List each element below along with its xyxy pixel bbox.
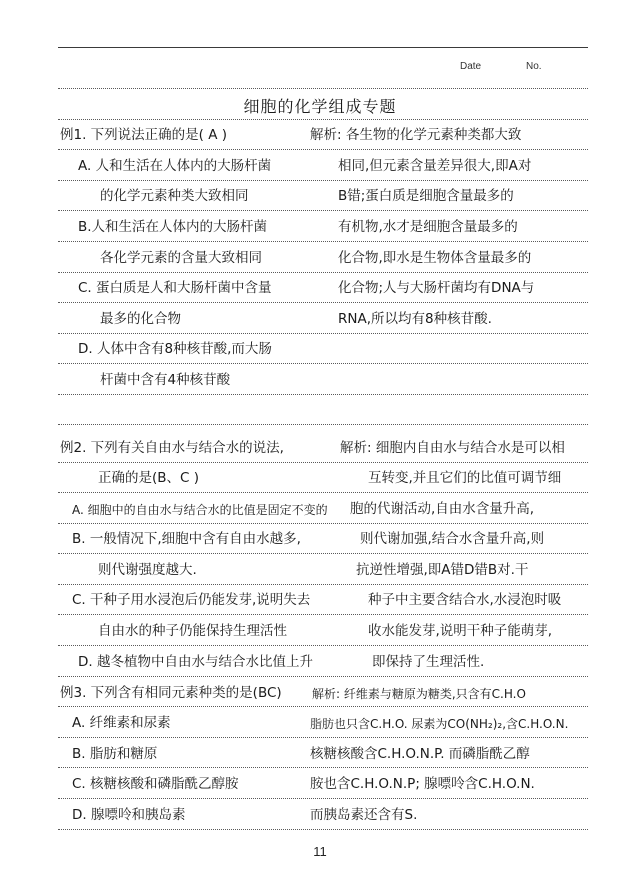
ruled-line bbox=[58, 272, 588, 273]
example2-option: C. 干种子用水浸泡后仍能发芽,说明失去 bbox=[72, 592, 311, 608]
example1-option: 最多的化合物 bbox=[100, 311, 181, 327]
example2-analysis-line: 解析: 细胞内自由水与结合水是可以相 bbox=[340, 440, 565, 456]
ruled-line bbox=[58, 424, 588, 425]
example1-analysis-line: 解析: 各生物的化学元素种类都大致 bbox=[310, 127, 522, 143]
example1-option: C. 蛋白质是人和大肠杆菌中含量 bbox=[78, 280, 272, 296]
page-number: 11 bbox=[313, 844, 327, 859]
example3-analysis-line: 解析: 纤维素与糖原为糖类,只含有C.H.O bbox=[312, 687, 526, 701]
ruled-line bbox=[58, 492, 588, 493]
example1-question: 例1. 下列说法正确的是( A ) bbox=[60, 127, 228, 143]
date-label: Date bbox=[460, 61, 482, 72]
example2-option: 自由水的种子仍能保持生理活性 bbox=[98, 623, 287, 639]
example1-analysis-line: 相同,但元素含量差异很大,即A对 bbox=[338, 158, 532, 174]
example1-analysis-line: 有机物,水才是细胞含量最多的 bbox=[338, 219, 518, 235]
example2-question-cont: 正确的是(B、C ) bbox=[98, 470, 200, 486]
example1-analysis-line: RNA,所以均有8种核苷酸. bbox=[338, 311, 492, 327]
example2-analysis-line: 种子中主要含结合水,水浸泡时吸 bbox=[368, 592, 562, 608]
ruled-line bbox=[58, 394, 588, 395]
example2-analysis-line: 即保持了生理活性. bbox=[372, 654, 485, 670]
ruled-line bbox=[58, 523, 588, 524]
example2-analysis-line: 胞的代谢活动,自由水含量升高, bbox=[350, 501, 535, 517]
example2-option: D. 越冬植物中自由水与结合水比值上升 bbox=[78, 654, 313, 670]
example3-option: B. 脂肪和糖原 bbox=[72, 746, 158, 762]
ruled-line bbox=[58, 553, 588, 554]
ruled-line bbox=[58, 706, 588, 707]
example3-analysis-line: 脂肪也只含C.H.O. 尿素为CO(NH₂)₂,含C.H.O.N. bbox=[310, 717, 569, 731]
example2-option: 则代谢强度越大. bbox=[98, 562, 197, 578]
example3-analysis-line: 胺也含C.H.O.N.P; 腺嘌呤含C.H.O.N. bbox=[310, 776, 535, 792]
ruled-line bbox=[58, 584, 588, 585]
example3-option: C. 核糖核酸和磷脂酰乙醇胺 bbox=[72, 776, 239, 792]
example1-option: 杆菌中含有4种核苷酸 bbox=[100, 372, 231, 388]
ruled-line bbox=[58, 363, 588, 364]
ruled-line bbox=[58, 149, 588, 150]
example2-analysis-line: 则代谢加强,结合水含量升高,则 bbox=[360, 531, 545, 547]
example1-option: D. 人体中含有8种核苷酸,而大肠 bbox=[78, 341, 272, 357]
ruled-line bbox=[58, 88, 588, 89]
example3-question: 例3. 下列含有相同元素种类的是(BC) bbox=[60, 685, 282, 701]
example2-analysis-line: 抗逆性增强,即A错D错B对.干 bbox=[356, 562, 529, 578]
ruled-line bbox=[58, 302, 588, 303]
example3-option: D. 腺嘌呤和胰岛素 bbox=[72, 807, 186, 823]
ruled-line bbox=[58, 210, 588, 211]
ruled-line bbox=[58, 737, 588, 738]
ruled-line bbox=[58, 333, 588, 334]
example3-option: A. 纤维素和尿素 bbox=[72, 715, 171, 731]
example2-option: A. 细胞中的自由水与结合水的比值是固定不变的 bbox=[72, 503, 328, 517]
ruled-line bbox=[58, 241, 588, 242]
example1-option: 各化学元素的含量大致相同 bbox=[100, 250, 262, 266]
no-label: No. bbox=[526, 61, 542, 72]
example1-option: B.人和生活在人体内的大肠杆菌 bbox=[78, 219, 268, 235]
example2-question: 例2. 下列有关自由水与结合水的说法, bbox=[60, 440, 284, 456]
example1-analysis-line: 化合物;人与大肠杆菌均有DNA与 bbox=[338, 280, 535, 296]
ruled-line bbox=[58, 614, 588, 615]
example1-option: 的化学元素种类大致相同 bbox=[100, 188, 249, 204]
ruled-line bbox=[58, 676, 588, 677]
ruled-line bbox=[58, 180, 588, 181]
ruled-line bbox=[58, 462, 588, 463]
ruled-line bbox=[58, 829, 588, 830]
example3-analysis-line: 而胰岛素还含有S. bbox=[310, 807, 418, 823]
example2-option: B. 一般情况下,细胞中含有自由水越多, bbox=[72, 531, 301, 547]
page-title: 细胞的化学组成专题 bbox=[243, 97, 397, 116]
example3-analysis-line: 核糖核酸含C.H.O.N.P. 而磷脂酰乙醇 bbox=[310, 746, 530, 762]
example1-analysis-line: B错;蛋白质是细胞含量最多的 bbox=[338, 188, 514, 204]
ruled-line bbox=[58, 119, 588, 120]
example2-analysis-line: 收水能发芽,说明干种子能萌芽, bbox=[368, 623, 553, 639]
ruled-line bbox=[58, 767, 588, 768]
example1-option: A. 人和生活在人体内的大肠杆菌 bbox=[78, 158, 272, 174]
ruled-line bbox=[58, 798, 588, 799]
example2-analysis-line: 互转变,并且它们的比值可调节细 bbox=[368, 470, 562, 486]
header-rule bbox=[58, 47, 588, 48]
ruled-line bbox=[58, 645, 588, 646]
example1-analysis-line: 化合物,即水是生物体含量最多的 bbox=[338, 250, 532, 266]
